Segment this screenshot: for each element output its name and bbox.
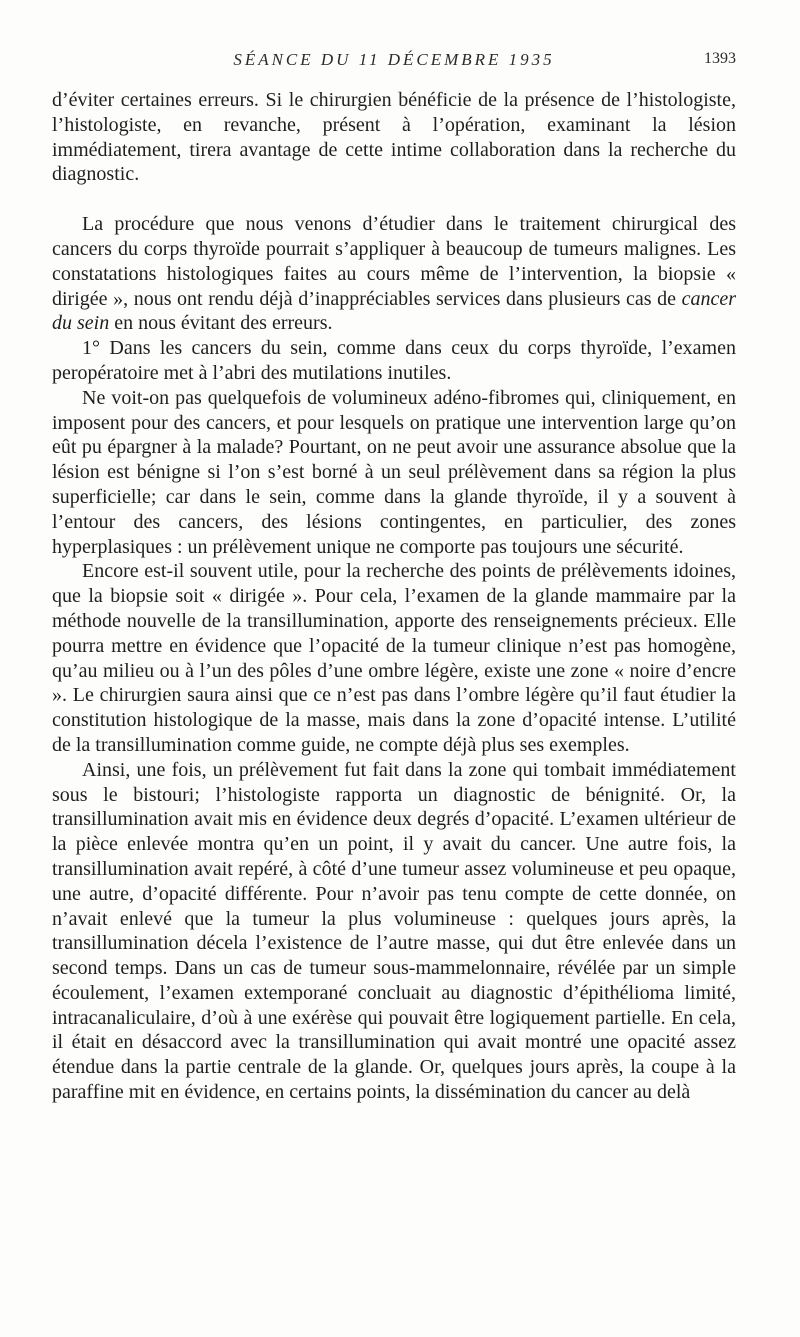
- italic-term: cancer du sein: [52, 287, 736, 335]
- paragraph-biopsie-dirigee: Encore est-il souvent utile, pour la recherche des points de prélèvements idoines, que la biopsie soit « dirigée ». Pour cela, l’examen de la glande mammaire par la méthode nouvelle de la transillumination, apporte des renseignements précieux. Elle pourra mettre en évidence que l’opacité de la tumeur clinique n’est pas homogène, qu’au milieu ou à l’un des pôles d’une ombre légère, existe une zone « noire d’encre ». Le chirurgien saura ainsi que ce n’est pas dans l’ombre légère qu’il faut étudier la constitution histologique de la masse, mais dans la zone d’opacité intense. L’utilité de la transillumination comme guide, ne compte déjà plus ses exemples.: [52, 560, 736, 756]
- paragraph-point-1: 1° Dans les cancers du sein, comme dans ceux du corps thyroïde, l’examen peropératoire met à l’abri des mutilations inutiles.: [52, 337, 736, 384]
- paragraph-text: La procédure que nous venons d’étudier dans le traitement chirurgical des cancers du corps thyroïde pourrait s’appliquer à beaucoup de tumeurs malignes. Les constatations histologiques faites au cours même de l’intervention, la biopsie « dirigée », nous ont rendu déjà d’inappréciables services dans plusieurs cas de: [52, 213, 736, 310]
- paragraph-procedure: [52, 212, 736, 336]
- paragraph-text: en nous évitant des erreurs.: [109, 312, 333, 335]
- page-header: [52, 44, 736, 74]
- paragraph-examples: Ainsi, une fois, un prélèvement fut fait dans la zone qui tombait immédiatement sous le bistouri; l’histologiste rapporta un diagnostic de bénignité. Or, la transillumination avait mis en évidence deux degrés d’opacité. L’examen ultérieur de la pièce enlevée montra qu’en un point, il y avait du cancer. Une autre fois, la transillumination avait repéré, à côté d’une tumeur assez volumineuse et peu opaque, une autre, d’opacité différente. Pour n’avoir pas tenu compte de cette donnée, on n’avait enlevé que la tumeur la plus volumineuse : quelques jours après, la transillumination décela l’existence de l’autre masse, qui dut être enlevée dans un second temps. Dans un cas de tumeur sous-mammelonnaire, révélée par un simple écoulement, l’examen extemporané concluait au diagnostic d’épithélioma limité, intracanaliculaire, d’où à une exérèse qui pouvait être logiquement partielle. En cela, il était en désaccord avec la transillumination qui avait montré une opacité assez étendue dans la partie centrale de la glande. Or, quelques jours après, la coupe à la paraffine mit en évidence, en certains points, la dissémination du cancer au delà: [52, 758, 736, 1104]
- page: [52, 44, 736, 1105]
- page-number: 1393: [704, 50, 736, 67]
- paragraph-adenofibromes: Ne voit-on pas quelquefois de volumineux adéno-fibromes qui, cliniquement, en imposent pour des cancers, et pour lesquels on pratique une intervention large qu’on eût pu épargner à la malade? Pourtant, on ne peut avoir une assurance absolue que la lésion est bénigne si l’on s’est borné à un seul prélèvement dans sa région la plus superficielle; car dans le sein, comme dans la glande thyroïde, il y a souvent à l’entour des cancers, des lésions contingentes, en particulier, des zones hyperplasiques : un prélèvement unique ne comporte pas toujours une sécurité.: [52, 386, 736, 558]
- paragraph-continuation: d’éviter certaines erreurs. Si le chirurgien bénéficie de la présence de l’histologiste, l’histologiste, en revanche, présent à l’opération, examinant la lésion immédiatement, tirera avantage de cette intime collaboration dans la recherche du diagnostic.: [52, 89, 736, 186]
- running-head: SÉANCE DU 11 DÉCEMBRE 1935: [233, 50, 555, 69]
